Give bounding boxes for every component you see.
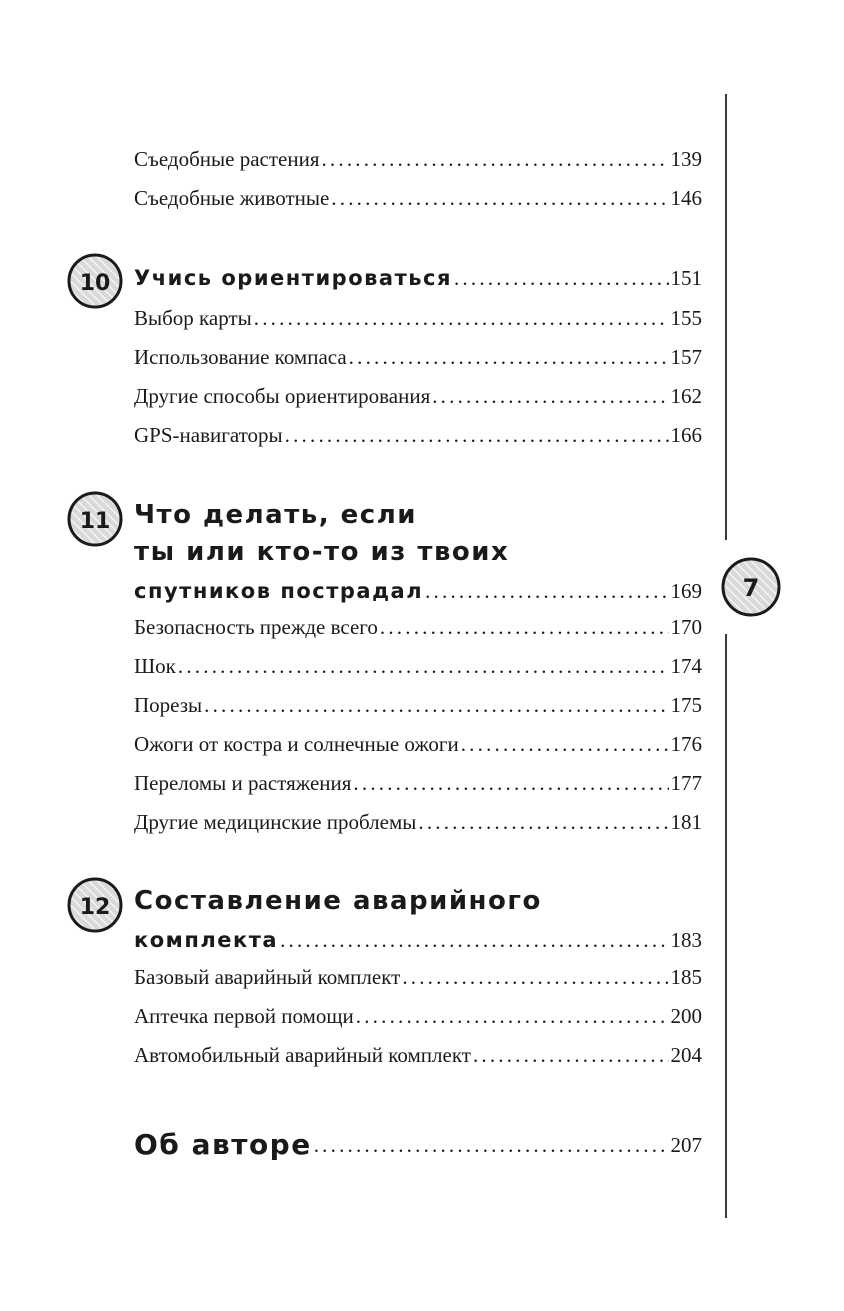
chapter-title: Учись ориентироваться <box>134 266 452 290</box>
toc-entry-page: 146 <box>670 186 702 210</box>
toc-leader <box>473 1042 669 1068</box>
toc-entry-page: 176 <box>670 732 702 756</box>
toc-entry[interactable] <box>134 649 702 679</box>
toc-leader <box>178 653 669 679</box>
toc-entry[interactable] <box>134 960 702 990</box>
toc-entry[interactable] <box>134 1038 702 1068</box>
hatched-circle-icon <box>66 490 124 548</box>
toc-entry[interactable] <box>134 766 702 796</box>
toc-entry[interactable] <box>134 181 702 211</box>
author-heading[interactable] <box>134 1122 702 1161</box>
page-number-badge <box>720 556 782 618</box>
toc-leader <box>204 692 668 718</box>
toc-entry-label: Порезы <box>134 693 203 717</box>
toc-entry-label: Выбор карты <box>134 306 252 330</box>
margin-rule-bottom <box>725 634 727 1218</box>
toc-entry[interactable] <box>134 340 702 370</box>
toc-entry[interactable] <box>134 142 702 172</box>
toc-leader <box>280 927 668 953</box>
author-title: Об авторе <box>134 1128 312 1161</box>
toc-entry[interactable] <box>134 999 702 1029</box>
toc-entry-label: Базовый аварийный комплект <box>134 965 401 989</box>
chapter-heading[interactable] <box>134 570 702 604</box>
toc-leader <box>418 809 668 835</box>
toc-entry-label: Аптечка первой помощи <box>134 1004 354 1028</box>
chapter-heading[interactable] <box>134 257 702 291</box>
toc-leader <box>425 578 668 604</box>
toc-leader <box>314 1132 669 1158</box>
chapter-heading[interactable] <box>134 919 702 953</box>
toc-leader <box>254 305 669 331</box>
toc-entry-label: Использование компаса <box>134 345 347 369</box>
chapter-badge-10 <box>66 252 124 310</box>
toc-entry-page: 175 <box>670 693 702 717</box>
toc-entry-page: 181 <box>670 810 702 834</box>
toc-entry-label: Шок <box>134 654 176 678</box>
toc-entry-page: 185 <box>670 965 702 989</box>
toc-entry[interactable] <box>134 805 702 835</box>
toc-entry-page: 170 <box>670 615 702 639</box>
chapter-title: спутников пострадал <box>134 579 424 603</box>
toc-entry[interactable] <box>134 727 702 757</box>
toc-entry-label: Безопасность прежде всего <box>134 615 378 639</box>
toc-entry-label: Автомобильный аварийный комплект <box>134 1043 471 1067</box>
toc-entry-page: 174 <box>670 654 702 678</box>
hatched-circle-icon <box>720 556 782 618</box>
toc-entry[interactable] <box>134 379 702 409</box>
toc-leader <box>321 146 668 172</box>
toc-leader <box>285 422 669 448</box>
toc-entry-page: 155 <box>670 306 702 330</box>
chapter-title-line: Что делать, если <box>134 500 417 530</box>
chapter-title-line: Составление аварийного <box>134 886 542 916</box>
hatched-circle-icon <box>66 876 124 934</box>
toc-entry-page: 204 <box>670 1043 702 1067</box>
toc-leader <box>331 185 668 211</box>
chapter-number: 11 <box>79 509 111 534</box>
toc-leader <box>356 1003 669 1029</box>
toc-entry-label: Ожоги от костра и солнечные ожоги <box>134 732 459 756</box>
chapter-page: 183 <box>670 928 702 952</box>
toc-entry-page: 200 <box>670 1004 702 1028</box>
toc-leader <box>461 731 669 757</box>
toc-entry-label: Переломы и растяжения <box>134 771 352 795</box>
toc-entry-page: 162 <box>670 384 702 408</box>
toc-entry-label: GPS-навигаторы <box>134 423 283 447</box>
toc-entry-page: 166 <box>670 423 702 447</box>
toc-entry-page: 139 <box>670 147 702 171</box>
toc-entry[interactable] <box>134 301 702 331</box>
chapter-badge-12 <box>66 876 124 934</box>
toc-entry-label: Другие способы ориентирования <box>134 384 431 408</box>
toc-leader <box>349 344 669 370</box>
toc-entry-page: 177 <box>670 771 702 795</box>
toc-entry[interactable] <box>134 418 702 448</box>
toc-entry-label: Съедобные растения <box>134 147 320 171</box>
toc-entry-page: 157 <box>670 345 702 369</box>
hatched-circle-icon <box>66 252 124 310</box>
author-page: 207 <box>670 1133 702 1157</box>
toc-leader <box>454 265 669 291</box>
toc-entry-label: Другие медицинские проблемы <box>134 810 417 834</box>
toc-leader <box>432 383 668 409</box>
chapter-number: 10 <box>79 271 111 296</box>
toc-entry-label: Съедобные животные <box>134 186 330 210</box>
chapter-title: комплекта <box>134 928 279 952</box>
toc-leader <box>402 964 668 990</box>
chapter-page: 151 <box>670 266 702 290</box>
margin-rule-top <box>725 94 727 540</box>
toc-entry[interactable] <box>134 688 702 718</box>
chapter-title-line: ты или кто-то из твоих <box>134 537 510 567</box>
chapter-number: 12 <box>79 895 111 920</box>
page-number: 7 <box>742 574 760 602</box>
toc-entry[interactable] <box>134 610 702 640</box>
chapter-badge-11 <box>66 490 124 548</box>
toc-leader <box>380 614 669 640</box>
chapter-page: 169 <box>670 579 702 603</box>
toc-leader <box>353 770 668 796</box>
